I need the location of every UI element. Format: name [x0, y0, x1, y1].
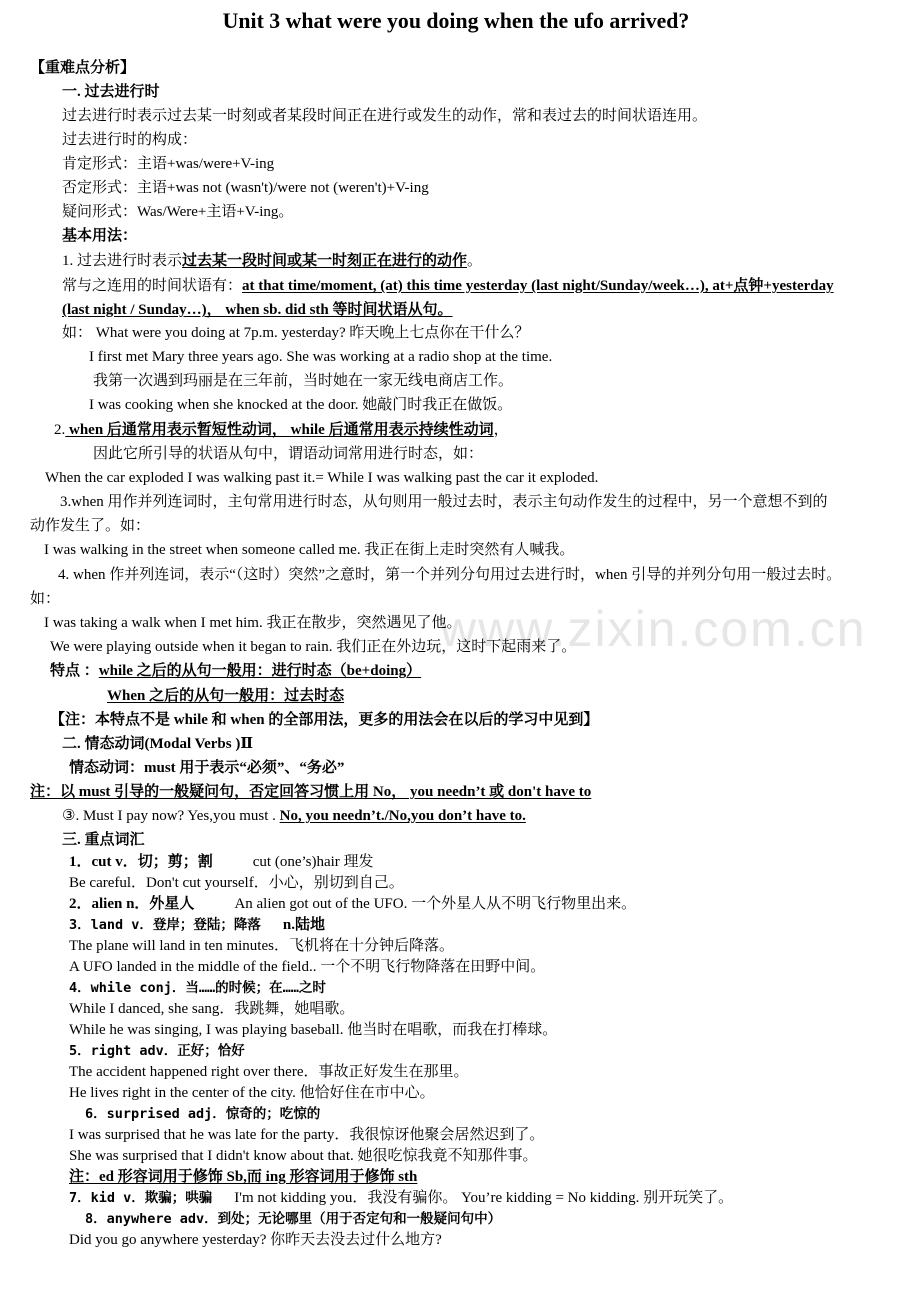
modal-must-definition: 情态动词：must 用于表示“必须”、“务必” [69, 760, 345, 776]
vocab-anywhere-example: Did you go anywhere yesterday? 你昨天去没去过什么地方? [69, 1232, 442, 1248]
example-2-translation: 我第一次遇到玛丽是在三年前，当时她在一家无线电商店工作。 [93, 373, 514, 389]
usage-4: 4. when 作并列连词，表示“（这时）突然”之意时，第一个并列分句用过去进行时，when 引导的并列分句用一般过去时。 [58, 567, 842, 583]
definition-line: 过去进行时表示过去某一时刻或者某段时间正在进行或发生的动作，常和表过去的时间状语连用。 [62, 108, 708, 124]
usage-3: 3.when 用作并列连词时，主句常用进行时态，从句则用一般过去时，表示主句动作发生的过程中，另一个意想不到的 [60, 494, 828, 510]
vocab-cut-phrase: cut (one’s)hair 理发 [252, 854, 374, 870]
vocab-kid-term: 7．kid v．欺骗；哄骗 [69, 1190, 213, 1206]
modal-example [62, 806, 526, 826]
negative-form: 否定形式：主语+was not (wasn't)/were not (weren't)+V-ing [62, 180, 429, 196]
example-2: I first met Mary three years ago. She was working at a radio shop at the time. [89, 349, 553, 365]
time-adverbials-prefix: 常与之连用的时间状语有： [62, 278, 243, 294]
feature-when: When 之后的从句一般用：过去时态 [107, 688, 345, 704]
vocab-while: 4．while conj．当……的时候；在……之时 [69, 980, 326, 996]
usage-2-emphasis: when 后通常用表示暂短性动词， while 后通常用表示持续性动词 [65, 422, 494, 438]
example-5: I was walking in the street when someone called me. 我正在街上走时突然有人喊我。 [44, 542, 575, 558]
vocab-surprised-example-2: She was surprised that I didn't know about that. 她很吃惊我竟不知那件事。 [69, 1148, 538, 1164]
vocab-right-example-1: The accident happened right over there．事故正好发生在那里。 [69, 1064, 469, 1080]
section-key-points: 【重难点分析】 [30, 60, 136, 76]
usage-1-prefix: 1. 过去进行时表示 [62, 253, 183, 269]
usage-4-cont: 如： [30, 591, 61, 607]
example-3: I was cooking when she knocked at the door. 她敲门时我正在做饭。 [89, 397, 513, 413]
feature-line-1 [50, 661, 421, 681]
heading-vocabulary: 三. 重点词汇 [62, 832, 145, 848]
time-adverbials-line [62, 276, 834, 296]
vocab-while-example-1: While I danced, she sang．我跳舞，她唱歌。 [69, 1001, 355, 1017]
vocab-right: 5．right adv．正好；恰好 [69, 1043, 245, 1059]
vocab-right-example-2: He lives right in the center of the city. 他恰好住在市中心。 [69, 1085, 435, 1101]
example-1: 如： What were you doing at 7p.m. yesterday? 昨天晚上七点你在干什么？ [62, 325, 530, 341]
heading-modal-verbs: 二. 情态动词(Modal Verbs )Ⅱ [62, 736, 253, 752]
usage-3-cont: 动作发生了。如： [30, 518, 151, 534]
usage-1-end: 。 [467, 253, 483, 269]
vocab-land-noun: n.陆地 [282, 917, 325, 933]
vocab-kid-examples: I'm not kidding you．我没有骗你。 You’re kidding = No kidding. 别开玩笑了。 [234, 1190, 734, 1206]
usage-2 [54, 420, 509, 440]
vocab-land-example-2: A UFO landed in the middle of the field.. 一个不明飞行物降落在田野中间。 [69, 959, 546, 975]
vocab-surprised-example-1: I was surprised that he was late for the party．我很惊讶他聚会居然迟到了。 [69, 1127, 545, 1143]
vocab-cut [69, 852, 374, 872]
example-4: When the car exploded I was walking past it.= While I was walking past the car it exploded. [45, 470, 599, 486]
feature-note: 【注：本特点不是 while 和 when 的全部用法，更多的用法会在以后的学习中见到】 [50, 712, 599, 728]
vocab-alien [69, 894, 636, 914]
vocab-surprised: 6．surprised adj．惊奇的；吃惊的 [85, 1106, 321, 1122]
example-7: We were playing outside when it began to rain. 我们正在外边玩，这时下起雨来了。 [50, 639, 577, 655]
vocab-adjective-note: 注：ed 形容词用于修饰 Sb,而 ing 形容词用于修饰 sth [69, 1169, 418, 1185]
feature-label: 特点 ： [50, 663, 99, 679]
feature-while: while 之后的从句一般用：进行时态（be+doing） [98, 663, 422, 679]
time-adverbials-cont: (last night / Sunday…)， when sb. did sth 等时间状语从句。 [62, 302, 453, 318]
vocab-land [69, 915, 325, 935]
heading-past-progressive: 一. 过去进行时 [62, 84, 160, 100]
vocab-kid [69, 1188, 733, 1208]
vocab-while-example-2: While he was singing, I was playing baseball. 他当时在唱歌，而我在打棒球。 [69, 1022, 558, 1038]
usage-2-cont: 因此它所引导的状语从句中，谓语动词常用进行时态，如： [93, 446, 484, 462]
usage-1 [62, 251, 482, 271]
basic-usage-heading: 基本用法： [62, 228, 138, 244]
vocab-land-term: 3．land v．登岸；登陆；降落 [69, 917, 261, 933]
usage-2-end: ， [493, 422, 509, 438]
vocab-alien-example: An alien got out of the UFO. 一个外星人从不明飞行物里出来。 [234, 896, 637, 912]
modal-must-note: 注：以 must 引导的一般疑问句，否定回答习惯上用 No， you needn’t 或 don't have to [30, 784, 592, 800]
vocab-cut-example: Be careful．Don't cut yourself．小心，别切到自己。 [69, 875, 404, 891]
usage-1-emphasis: 过去某一段时间或某一时刻正在进行的动作 [182, 253, 468, 269]
modal-example-question: ③. Must I pay now? Yes,you must . [62, 808, 280, 824]
vocab-alien-term: 2．alien n．外星人 [69, 896, 195, 912]
modal-example-answer: No, you needn’t./No,you don’t have to. [279, 808, 526, 824]
structure-line: 过去进行时的构成： [62, 132, 198, 148]
vocab-land-example-1: The plane will land in ten minutes．飞机将在十分钟后降落。 [69, 938, 454, 954]
affirmative-form: 肯定形式：主语+was/were+V-ing [62, 156, 275, 172]
question-form: 疑问形式：Was/Were+主语+V-ing。 [62, 204, 294, 220]
example-6: I was taking a walk when I met him. 我正在散步，突然遇见了他。 [44, 615, 462, 631]
vocab-anywhere: 8．anywhere adv．到处；无论哪里（用于否定句和一般疑问句中） [85, 1211, 502, 1227]
time-adverbials-list: at that time/moment, (at) this time yesterday (last night/Sunday/week…), at+点钟+yesterday [242, 278, 834, 294]
watermark: www.zixin.com.cn [440, 601, 867, 657]
usage-2-number: 2. [54, 422, 66, 438]
vocab-cut-term: 1．cut v．切；剪；割 [69, 854, 213, 870]
page-title: Unit 3 what were you doing when the ufo arrived? [222, 8, 690, 33]
